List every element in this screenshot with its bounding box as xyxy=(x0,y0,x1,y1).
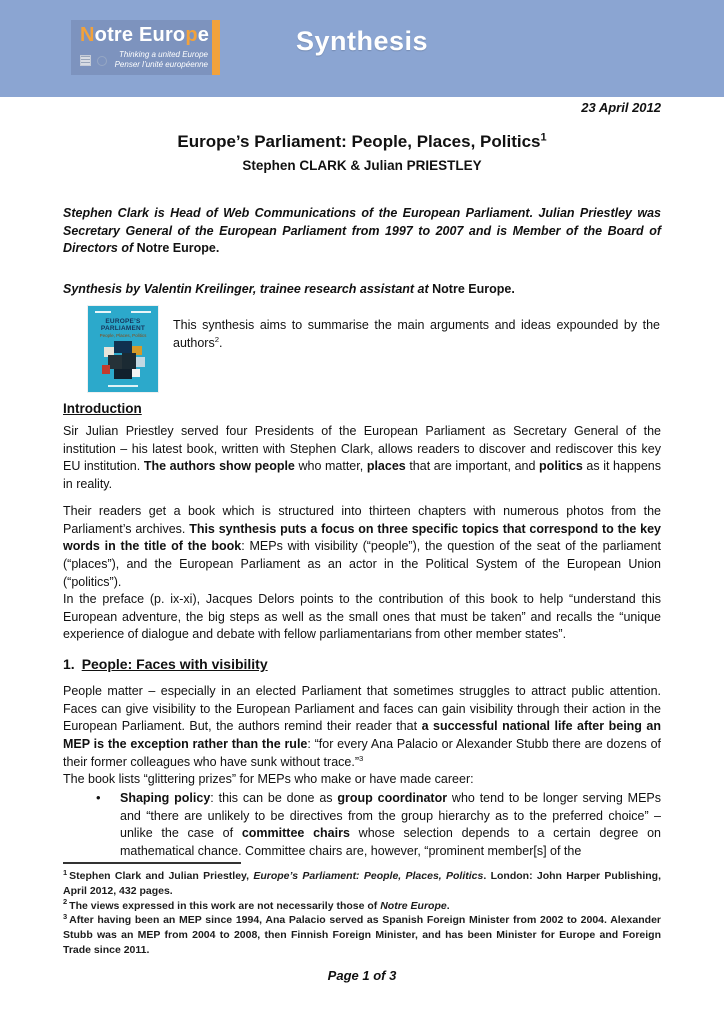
footnote-1-marker: 1 xyxy=(63,867,68,877)
paragraph-introduction-2: Their readers get a book which is structured into thirteen chapters with numerous photos from the Parliament’s archives. This synthesis puts a focus on three specific topics that correspond to the key words in the title of the book: MEPs with visibility (“people”), the question of the seat of the parliament (“places”), and the European Parliament as an actor in the Political System of the European Union (“politics”). xyxy=(63,504,661,589)
logo-tagline-english: Thinking a united Europe xyxy=(119,50,208,59)
banner-title: Synthesis xyxy=(295,26,429,56)
book-cover-image xyxy=(88,306,158,392)
cover-subtitle: People, Places, Politics xyxy=(99,333,147,338)
synthesis-byline: Synthesis by Valentin Kreilinger, trainee research assistant at Notre Europe. xyxy=(63,282,515,296)
bullet-list-lead: The book lists “glittering prizes” for MEPs who make or have made career: xyxy=(63,772,474,786)
title-footnote-ref: 1 xyxy=(540,131,547,144)
cover-author-line-right xyxy=(131,311,151,313)
cover-title xyxy=(88,318,158,333)
logo-brand-text: Notre Europe xyxy=(80,24,210,46)
section-1-heading xyxy=(63,656,661,674)
section-1-label: People: Faces with visibility xyxy=(81,656,268,672)
footnote-3-text: After having been an MEP since 1994, Ana Palacio served as Spanish Foreign Minister from 2002 to 2004. Alexander Stubb was an MEP from 2004 to 2008, then Finnish Foreign Minister, and has been Minister for Europe and Foreign Trade since 2011. xyxy=(63,914,661,956)
footnote-3-marker: 3 xyxy=(63,911,68,921)
footnote-3 xyxy=(63,913,661,957)
document-date: 23 April 2012 xyxy=(581,100,661,115)
introduction-heading: Introduction xyxy=(63,401,142,416)
logo-circle-icon xyxy=(97,56,107,66)
footnote-2-text: The views expressed in this work are not necessarily those of Notre Europe. xyxy=(69,899,450,912)
cover-title-line1: EUROPE’S xyxy=(105,318,141,325)
footnotes-section xyxy=(63,862,661,958)
document-title-text: Europe’s Parliament: People, Places, Politics xyxy=(177,132,541,151)
section-1-number: 1. xyxy=(63,656,75,672)
footnote-2 xyxy=(63,899,661,914)
paragraph-introduction-1: Sir Julian Priestley served four Presidents of the European Parliament as Secretary General of the institution – his latest book, written with Stephen Clark, allows readers to discover and rediscover this key EU institution. The authors show people who matter, places that are important, and politics as it happens in reality. xyxy=(63,424,661,492)
footnote-separator-line xyxy=(63,862,241,864)
cover-title-line2: PARLIAMENT xyxy=(100,325,146,333)
cover-photo-collage xyxy=(100,341,146,381)
synthesis-aim-paragraph: This synthesis aims to summarise the main arguments and ideas expounded by the authors$^2$. xyxy=(173,318,660,350)
bullet-item-shaping-policy xyxy=(63,790,661,861)
footnote-1 xyxy=(63,869,661,899)
header-banner xyxy=(0,0,724,97)
bullet-marker: • xyxy=(96,790,101,805)
cover-author-line-left xyxy=(95,311,111,313)
paragraph-people-1: People matter – especially in an elected Parliament that sometimes struggles to attract public attention. Faces can give visibility to the European Parliament and faces can gain visibility through their action in the European Parliament. But, the authors remind their reader that a successful national life after being an MEP is the exception rather than the rule: “for every Ana Palacio or Alexander Stubb there are dozens of their former colleagues who have sunk without trace.”$^3$ xyxy=(63,684,662,769)
logo-tagline-french: Penser l’unité européenne xyxy=(114,60,208,69)
document-title xyxy=(0,132,724,152)
author-bio-paragraph: Stephen Clark is Head of Web Communications of the European Parliament. Julian Priestley was Secretary General of the European Parliament from 1997 to 2007 and is Member of the Board of Directors of Notre Europe. xyxy=(63,206,661,256)
document-authors: Stephen CLARK & Julian PRIESTLEY xyxy=(242,158,482,173)
footnote-1-text: Stephen Clark and Julian Priestley, Europe’s Parliament: People, Places, Politics. London: John Harper Publishing, April 2012, 432 pages. xyxy=(63,870,662,897)
cover-publisher-line xyxy=(108,385,138,387)
page-number-footer: Page 1 of 3 xyxy=(327,968,397,983)
footnote-2-marker: 2 xyxy=(63,897,68,907)
paragraph-introduction-3: In the preface (p. ix-xi), Jacques Delors points to the contribution of this book to help “understand this European adventure, the big steps as well as the small ones that must be taken” and recalls the “unique experience of dialogue and debate with fellow parliamentarians from other member states”. xyxy=(63,592,661,642)
bullet-item-text: Shaping policy: this can be done as group coordinator who tend to be longer serving MEPs and “there are unlikely to be directives from the group hierarchy as to the preferred choice” – unlike the case of committee chairs whose selection depends to a certain degree on mathematical chance. Committee chairs are, however, “prominent member[s] of the xyxy=(120,791,661,859)
